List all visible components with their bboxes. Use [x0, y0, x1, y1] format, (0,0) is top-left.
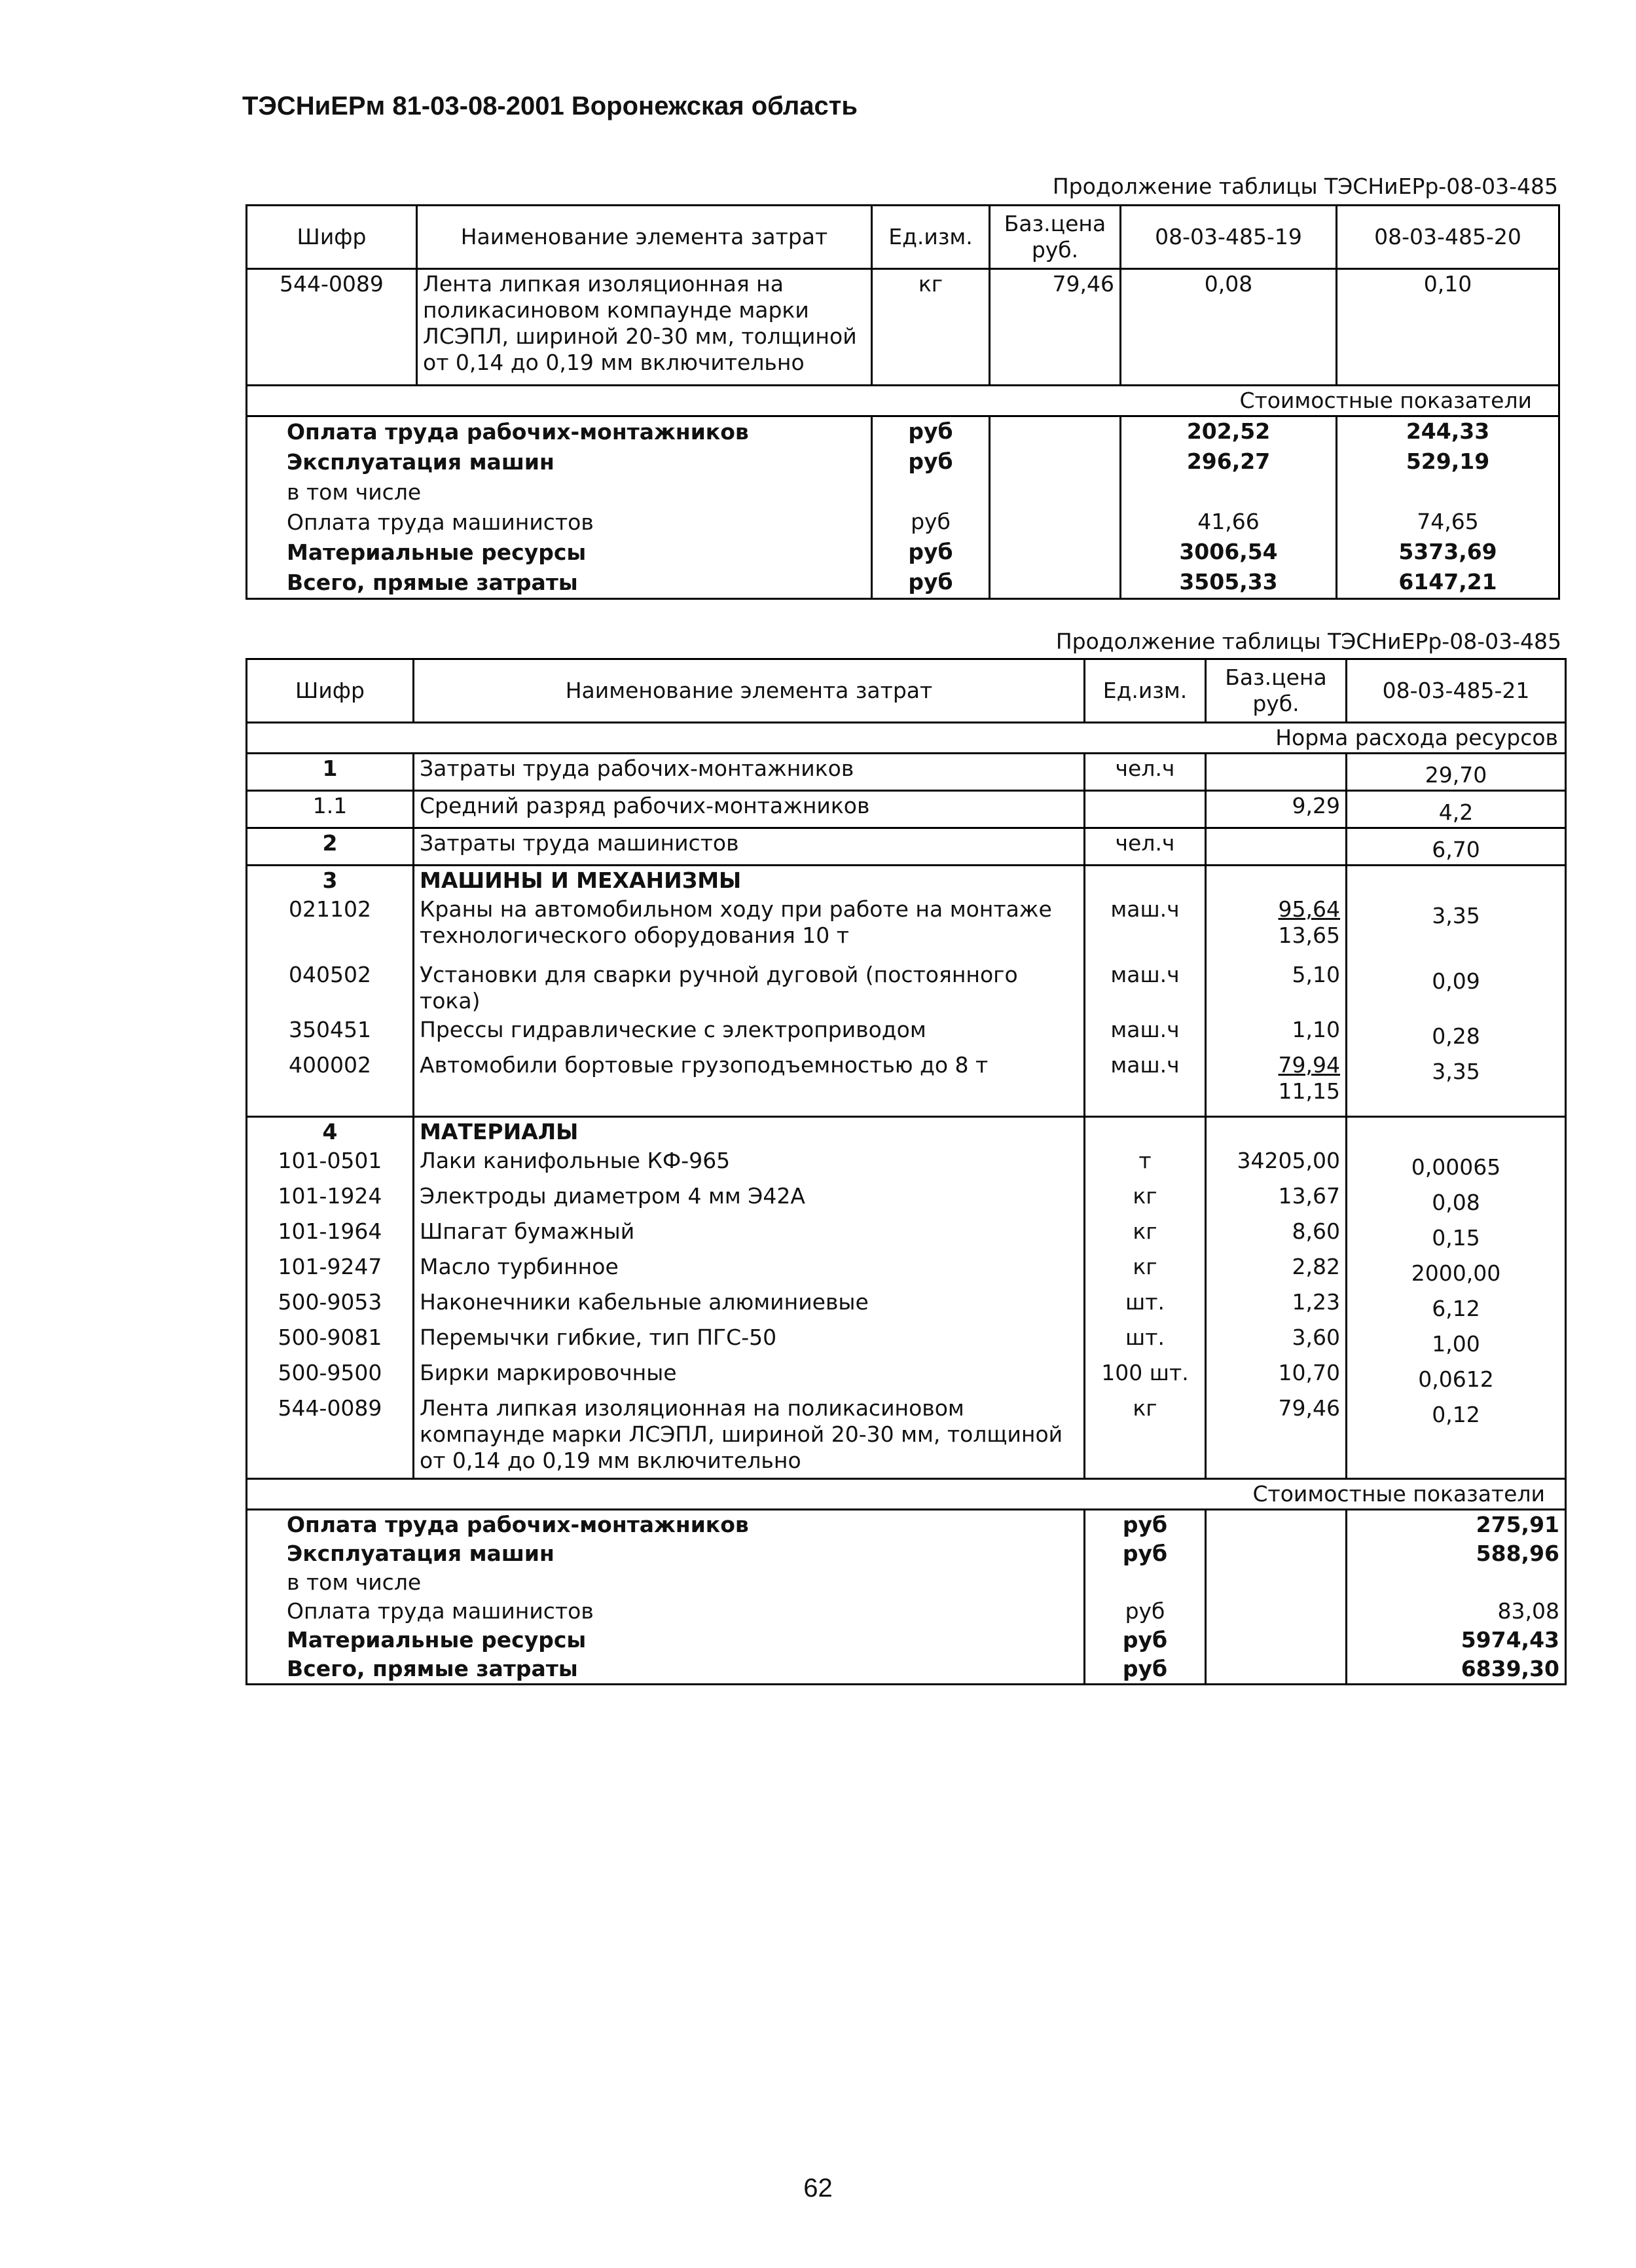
cost-value-21: 5974,43 — [1347, 1626, 1566, 1655]
row-value-21: 4,2 — [1347, 791, 1566, 828]
cost-price-empty — [990, 416, 1121, 448]
row-value-21 — [1347, 1116, 1566, 1146]
table2-col-21: 08-03-485-21 — [1347, 659, 1566, 723]
row-value-21: 0,08 — [1347, 1182, 1566, 1217]
row-unit: кг — [1085, 1394, 1206, 1479]
cost-price-empty — [990, 477, 1121, 507]
row-unit: маш.ч — [1085, 895, 1206, 960]
cost-row — [247, 1510, 1566, 1540]
row-price-value: 3,60 — [1292, 1324, 1340, 1350]
row-name: Лента липкая изоляционная на поликасиновом компаунде марки ЛСЭПЛ, шириной 20-30 мм, толщиной от 0,14 до 0,19 мм включительно — [414, 1394, 1085, 1479]
cost-unit: руб — [1085, 1655, 1206, 1685]
row-code: 3 — [247, 866, 414, 896]
cost-value-19 — [1121, 477, 1337, 507]
cost-label: Всего, прямые затраты — [287, 570, 578, 595]
cost-value-20 — [1337, 477, 1559, 507]
cost-label: Эксплуатация машин — [287, 1541, 554, 1566]
row-code: 101-1924 — [278, 1182, 382, 1209]
cost-value-20: 244,33 — [1337, 416, 1559, 448]
cost-unit: руб — [872, 416, 990, 448]
table1-cost-title-row — [247, 386, 1559, 416]
section-row — [247, 1116, 1566, 1146]
row-price-value: 1,10 — [1292, 1017, 1340, 1042]
row-code: 1 — [322, 756, 338, 781]
row-price-value: 1,23 — [1292, 1289, 1340, 1315]
row-price-value-2: 11,15 — [1278, 1078, 1340, 1104]
table-row — [247, 1359, 1566, 1394]
cost-price-empty — [1206, 1510, 1347, 1540]
row-price — [1206, 1182, 1347, 1217]
row-unit: кг — [1085, 1217, 1206, 1253]
row-price — [1206, 895, 1347, 960]
row-value-21 — [1347, 866, 1566, 896]
row-name: Бирки маркировочные — [414, 1359, 1085, 1394]
row-price-value: 9,29 — [1292, 793, 1340, 818]
row-name: Электроды диаметром 4 мм Э42А — [414, 1182, 1085, 1217]
cost-unit: руб — [872, 538, 990, 568]
row-code: 2 — [247, 828, 414, 866]
row-unit: шт. — [1085, 1323, 1206, 1359]
table2-col-price: Баз.цена руб. — [1206, 659, 1347, 723]
row-price — [1206, 1288, 1347, 1323]
row-unit: кг — [1085, 1253, 1206, 1288]
section-row — [247, 866, 1566, 896]
row-unit: маш.ч — [1085, 1015, 1206, 1051]
row-price-value: 13,67 — [1278, 1182, 1340, 1209]
row-price — [1206, 1394, 1347, 1479]
cost-row — [247, 1655, 1566, 1685]
row-unit: маш.ч — [1085, 960, 1206, 1015]
table2-col-code: Шифр — [247, 659, 414, 723]
cost-row — [247, 477, 1559, 507]
cost-label: Материальные ресурсы — [287, 540, 587, 565]
row-code: 1.1 — [247, 791, 414, 828]
row-name: МАТЕРИАЛЫ — [414, 1116, 1085, 1146]
row-unit: т — [1085, 1146, 1206, 1182]
cost-unit — [1085, 1568, 1206, 1597]
cost-price-empty — [1206, 1626, 1347, 1655]
cost-row — [247, 1597, 1566, 1626]
row-unit — [1085, 1116, 1206, 1146]
row-value-21: 0,0612 — [1347, 1359, 1566, 1394]
table-row — [247, 1182, 1566, 1217]
cost-price-empty — [1206, 1568, 1347, 1597]
cost-value-19: 202,52 — [1121, 416, 1337, 448]
cost-row — [247, 507, 1559, 538]
page-number: 62 — [803, 2174, 833, 2203]
row-code: 544-0089 — [278, 1395, 382, 1421]
cost-unit: руб — [1085, 1597, 1206, 1626]
row-price — [1206, 754, 1347, 791]
row-name: Затраты труда рабочих-монтажников — [414, 754, 1085, 791]
row-value-21: 3,35 — [1347, 1051, 1566, 1116]
table-row — [247, 1253, 1566, 1288]
table1-caption: Продолжение таблицы ТЭСНиЕРр-08-03-485 — [1052, 174, 1558, 199]
row-value-21: 3,35 — [1347, 895, 1566, 960]
table2-col-unit: Ед.изм. — [1085, 659, 1206, 723]
cost-value-20: 74,65 — [1337, 507, 1559, 538]
row-price-value: 79,94 — [1278, 1052, 1340, 1078]
cost-unit: руб — [1085, 1539, 1206, 1568]
document-header: ТЭСНиЕРм 81-03-08-2001 Воронежская область — [242, 92, 858, 120]
cost-value-20: 6147,21 — [1337, 568, 1559, 599]
cost-unit — [872, 477, 990, 507]
table1-col-20: 08-03-485-20 — [1337, 206, 1559, 269]
row-code: 101-0501 — [278, 1147, 382, 1173]
cost-value-21: 588,96 — [1347, 1539, 1566, 1568]
table-row — [247, 1051, 1566, 1116]
row-value-21: 29,70 — [1347, 754, 1566, 791]
row-name: Затраты труда машинистов — [414, 828, 1085, 866]
cost-unit: руб — [872, 507, 990, 538]
cost-value-20: 5373,69 — [1337, 538, 1559, 568]
table-row — [247, 960, 1566, 1015]
table2 — [245, 658, 1567, 1685]
table-row — [247, 895, 1566, 960]
cost-label: Всего, прямые затраты — [287, 1656, 578, 1681]
row-unit — [1085, 866, 1206, 896]
norm-title: Норма расхода ресурсов — [247, 723, 1566, 754]
cost-label: Оплата труда машинистов — [287, 509, 594, 535]
cost-value-19: 41,66 — [1121, 507, 1337, 538]
cost-value-19: 3505,33 — [1121, 568, 1337, 599]
table2-col-name: Наименование элемента затрат — [414, 659, 1085, 723]
row-code: 500-9081 — [278, 1324, 382, 1350]
row-price-value-2: 13,65 — [1278, 923, 1340, 948]
table-row — [247, 1288, 1566, 1323]
row-name: МАШИНЫ И МЕХАНИЗМЫ — [414, 866, 1085, 896]
table-row — [247, 1394, 1566, 1479]
row-value-21: 6,12 — [1347, 1288, 1566, 1323]
cost-value-21: 6839,30 — [1347, 1655, 1566, 1685]
row-price — [1206, 1116, 1347, 1146]
row-code: 500-9053 — [278, 1289, 382, 1315]
row-code: 021102 — [289, 896, 371, 922]
row-value-21: 1,00 — [1347, 1323, 1566, 1359]
row-name: Лента липкая изоляционная на поликасиновом компаунде марки ЛСЭПЛ, шириной 20-30 мм, толщиной от 0,14 до 0,19 мм включительно — [417, 269, 872, 386]
table1 — [245, 204, 1560, 600]
cost-price-empty — [990, 538, 1121, 568]
table1-col-19: 08-03-485-19 — [1121, 206, 1337, 269]
cost-label: Материальные ресурсы — [287, 1627, 587, 1653]
cost-value-20: 529,19 — [1337, 447, 1559, 477]
table2-caption: Продолжение таблицы ТЭСНиЕРр-08-03-485 — [1055, 629, 1561, 654]
table-row — [247, 1146, 1566, 1182]
row-value-21: 0,28 — [1347, 1015, 1566, 1051]
cost-label: Оплата труда рабочих-монтажников — [287, 1512, 749, 1537]
row-price — [1206, 791, 1347, 828]
cost-price-empty — [1206, 1539, 1347, 1568]
table-row — [247, 1217, 1566, 1253]
row-code: 101-9247 — [278, 1253, 382, 1279]
cost-row — [247, 568, 1559, 599]
table1-row — [247, 269, 1559, 386]
cost-label: в том числе — [287, 479, 422, 505]
row-name: Лаки канифольные КФ-965 — [414, 1146, 1085, 1182]
row-code: 544-0089 — [280, 271, 384, 297]
row-price-value: 95,64 — [1278, 896, 1340, 922]
table1-col-code: Шифр — [247, 206, 417, 269]
cost-unit: руб — [872, 568, 990, 599]
cost-price-empty — [1206, 1655, 1347, 1685]
row-price-value: 79,46 — [1278, 1395, 1340, 1421]
row-price — [1206, 1015, 1347, 1051]
cost-title: Стоимостные показатели — [247, 386, 1559, 416]
row-value-21: 0,12 — [1347, 1394, 1566, 1479]
row-price — [1206, 960, 1347, 1015]
row-price — [1206, 1217, 1347, 1253]
table1-col-name: Наименование элемента затрат — [417, 206, 872, 269]
row-name: Средний разряд рабочих-монтажников — [414, 791, 1085, 828]
table1-header-row — [247, 206, 1559, 269]
row-price — [1206, 1359, 1347, 1394]
table2-cost-title-row — [247, 1479, 1566, 1510]
row-value-21: 2000,00 — [1347, 1253, 1566, 1288]
row-name: Краны на автомобильном ходу при работе на монтаже технологического оборудования 10 т — [414, 895, 1085, 960]
row-name: Шпагат бумажный — [414, 1217, 1085, 1253]
table-row — [247, 1015, 1566, 1051]
cost-row — [247, 1626, 1566, 1655]
cost-label: в том числе — [287, 1569, 422, 1595]
row-value-21: 0,00065 — [1347, 1146, 1566, 1182]
table1-col-unit: Ед.изм. — [872, 206, 990, 269]
row-price-value: 10,70 — [1278, 1359, 1340, 1385]
table-row — [247, 1323, 1566, 1359]
row-price — [1206, 1253, 1347, 1288]
row-code: 040502 — [289, 962, 371, 987]
row-price — [1206, 1051, 1347, 1116]
cost-value-21 — [1347, 1568, 1566, 1597]
row-price — [1206, 866, 1347, 896]
row-unit — [1085, 791, 1206, 828]
row-value-19: 0,08 — [1121, 269, 1337, 386]
row-value-21: 0,09 — [1347, 960, 1566, 1015]
cost-unit: руб — [872, 447, 990, 477]
cost-value-19: 3006,54 — [1121, 538, 1337, 568]
row-price — [1206, 828, 1347, 866]
cost-price-empty — [1206, 1597, 1347, 1626]
cost-label: Эксплуатация машин — [287, 449, 554, 475]
row-unit: маш.ч — [1085, 1051, 1206, 1116]
row-price-value: 34205,00 — [1237, 1147, 1340, 1173]
cost-label: Оплата труда машинистов — [287, 1598, 594, 1624]
row-code: 350451 — [289, 1017, 371, 1042]
row-unit: чел.ч — [1085, 828, 1206, 866]
row-name: Прессы гидравлические с электроприводом — [414, 1015, 1085, 1051]
cost-unit: руб — [1085, 1626, 1206, 1655]
row-code: 500-9500 — [278, 1359, 382, 1385]
row-code: 400002 — [289, 1052, 371, 1078]
cost-value-21: 275,91 — [1347, 1510, 1566, 1540]
cost-label: Оплата труда рабочих-монтажников — [287, 419, 749, 445]
row-price-value: 8,60 — [1292, 1218, 1340, 1244]
cost-value-21: 83,08 — [1347, 1597, 1566, 1626]
row-price — [1206, 1146, 1347, 1182]
cost-price-empty — [990, 447, 1121, 477]
cost-title-2: Стоимостные показатели — [247, 1479, 1566, 1510]
row-name: Автомобили бортовые грузоподъемностью до 8 т — [414, 1051, 1085, 1116]
table-row — [247, 828, 1566, 866]
cost-unit: руб — [1085, 1510, 1206, 1540]
cost-price-empty — [990, 507, 1121, 538]
row-unit: 100 шт. — [1085, 1359, 1206, 1394]
row-unit: кг — [1085, 1182, 1206, 1217]
row-unit: чел.ч — [1085, 754, 1206, 791]
row-price-value: 2,82 — [1292, 1253, 1340, 1279]
table-row — [247, 754, 1566, 791]
row-price: 79,46 — [990, 269, 1121, 386]
cost-row — [247, 538, 1559, 568]
row-unit: шт. — [1085, 1288, 1206, 1323]
cost-row — [247, 1539, 1566, 1568]
cost-row — [247, 1568, 1566, 1597]
cost-price-empty — [990, 568, 1121, 599]
cost-value-19: 296,27 — [1121, 447, 1337, 477]
row-code: 4 — [247, 1116, 414, 1146]
table2-header-row — [247, 659, 1566, 723]
row-price-value: 5,10 — [1292, 962, 1340, 987]
cost-row — [247, 416, 1559, 448]
table-row — [247, 791, 1566, 828]
row-value-20: 0,10 — [1337, 269, 1559, 386]
row-name: Масло турбинное — [414, 1253, 1085, 1288]
table2-norm-title-row — [247, 723, 1566, 754]
row-price — [1206, 1323, 1347, 1359]
row-name: Наконечники кабельные алюминиевые — [414, 1288, 1085, 1323]
row-value-21: 6,70 — [1347, 828, 1566, 866]
cost-row — [247, 447, 1559, 477]
row-value-21: 0,15 — [1347, 1217, 1566, 1253]
row-name: Перемычки гибкие, тип ПГС-50 — [414, 1323, 1085, 1359]
row-code: 101-1964 — [278, 1218, 382, 1244]
row-name: Установки для сварки ручной дуговой (постоянного тока) — [414, 960, 1085, 1015]
row-unit: кг — [872, 269, 990, 386]
table1-col-price: Баз.цена руб. — [990, 206, 1121, 269]
